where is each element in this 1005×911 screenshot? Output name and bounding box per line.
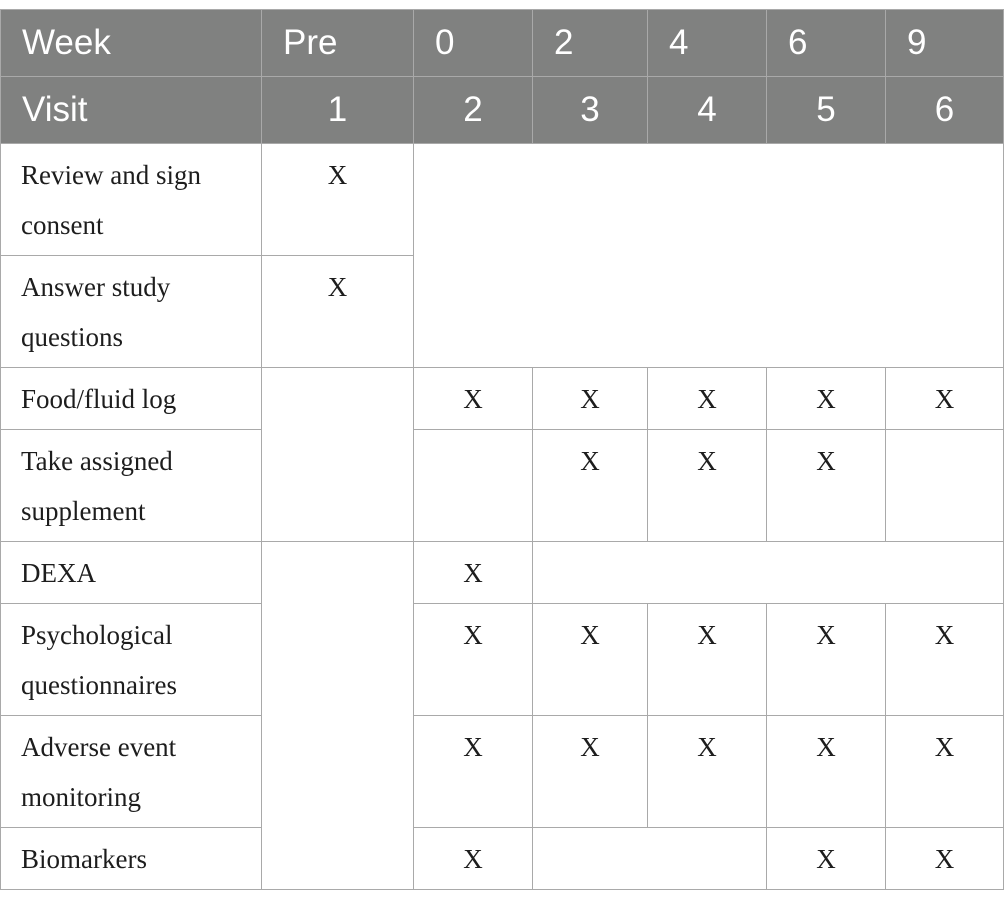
week-header-cell: Pre [262,10,414,77]
row-label: Food/fluid log [1,368,262,430]
mark-cell: X [886,604,1004,716]
table-row [1,828,1004,890]
week-header-cell: 9 [886,10,1004,77]
week-header-cell: 4 [648,10,767,77]
table-row [1,542,1004,604]
mark-cell: X [886,368,1004,430]
visit-header-row [1,77,1004,144]
mark-cell: X [414,828,533,890]
row-label: Psychological questionnaires [1,604,262,716]
mark-cell: X [648,368,767,430]
mark-cell: X [414,368,533,430]
mark-cell: X [414,604,533,716]
mark-cell: X [886,828,1004,890]
visit-header-cell: 2 [414,77,533,144]
mark-cell: X [533,604,648,716]
mark-cell: X [886,716,1004,828]
row-label: Take assigned supplement [1,430,262,542]
table-row [1,430,1004,542]
table-row [1,144,1004,256]
mark-cell: X [533,716,648,828]
visit-header-cell: 5 [767,77,886,144]
empty-cell [414,430,533,542]
week-header-label: Week [1,10,262,77]
mark-cell: X [767,604,886,716]
visit-header-cell: 6 [886,77,1004,144]
table-row [1,716,1004,828]
week-header-row [1,10,1004,77]
mark-cell: X [414,716,533,828]
mark-cell: X [767,716,886,828]
empty-span-cell [533,828,767,890]
table-row [1,368,1004,430]
visit-header-label: Visit [1,77,262,144]
empty-span-cell [533,542,1004,604]
mark-cell: X [767,430,886,542]
empty-cell [886,430,1004,542]
mark-cell: X [533,368,648,430]
empty-span-cell [262,542,414,890]
study-schedule-table [0,9,1004,890]
mark-cell: X [767,368,886,430]
visit-header-cell: 4 [648,77,767,144]
row-label: DEXA [1,542,262,604]
week-header-cell: 2 [533,10,648,77]
visit-header-cell: 3 [533,77,648,144]
mark-cell: X [767,828,886,890]
empty-span-cell [414,144,1004,368]
visit-header-cell: 1 [262,77,414,144]
mark-cell: X [648,430,767,542]
mark-cell: X [648,716,767,828]
week-header-cell: 6 [767,10,886,77]
empty-span-cell [262,368,414,542]
table-row [1,604,1004,716]
mark-cell: X [414,542,533,604]
mark-cell: X [262,144,414,256]
row-label: Answer study questions [1,256,262,368]
row-label: Review and sign consent [1,144,262,256]
mark-cell: X [648,604,767,716]
mark-cell: X [533,430,648,542]
row-label: Adverse event monitoring [1,716,262,828]
row-label: Biomarkers [1,828,262,890]
mark-cell: X [262,256,414,368]
week-header-cell: 0 [414,10,533,77]
